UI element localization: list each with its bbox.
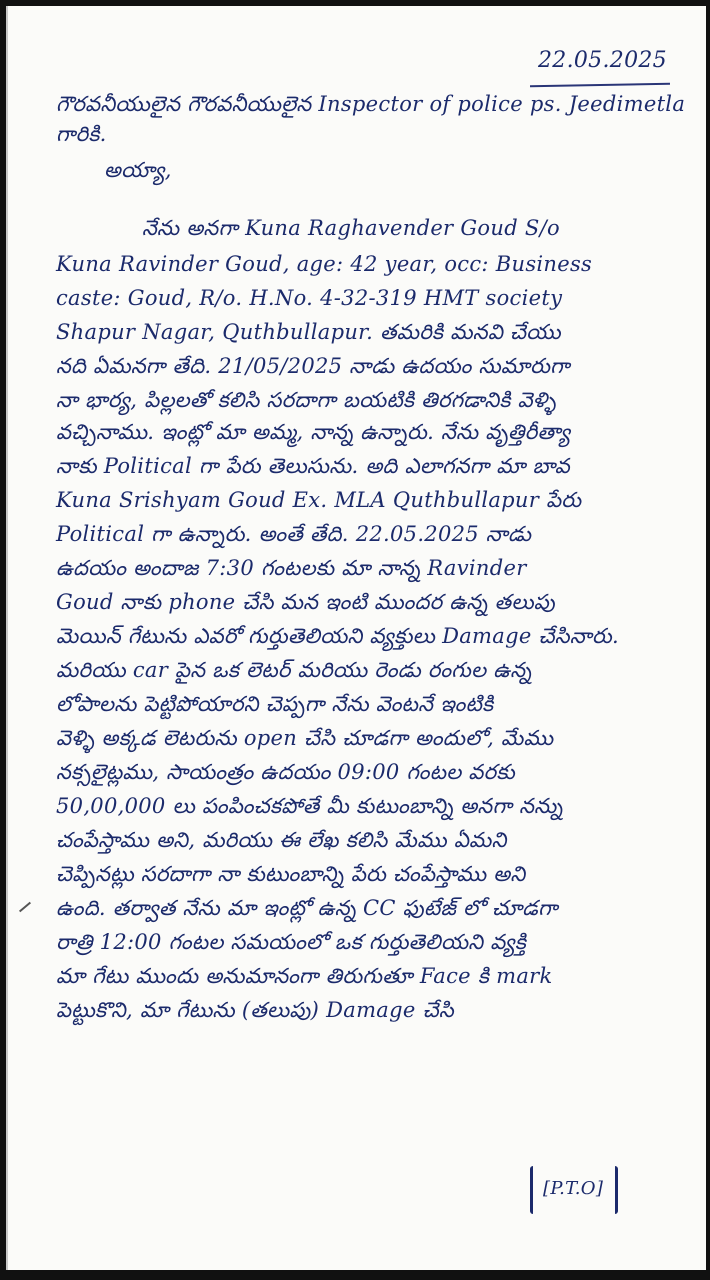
letter-page — [6, 6, 706, 1270]
body-line: ఉదయం అందాజ 7:30 గంటలకు మా నాన్న Ravinder — [56, 556, 527, 580]
body-line: రాత్రి 12:00 గంటల సమయంలో ఒక గుర్తుతెలియని వ్యక్తి — [56, 930, 527, 954]
body-line: Political గా ఉన్నారు. అంతే తేది. 22.05.2025 నాడు — [56, 522, 532, 546]
body-line: Kuna Ravinder Goud, age: 42 year, occ: Business — [56, 252, 593, 276]
body-line: Shapur Nagar, Quthbullapur. తమరికి మనవి చేయు — [56, 320, 561, 344]
greeting: అయ్యా, — [104, 158, 172, 182]
body-line: ఉంది. తర్వాత నేను మా ఇంట్లో ఉన్న CC ఫుటేజ్ లో చూడగా — [56, 896, 558, 920]
pto-note: [P.T.O] — [543, 1178, 604, 1199]
body-line: వెళ్ళి అక్కడ లెటరును open చేసి చూడగా అందులో, మేము — [56, 726, 554, 750]
body-line: Goud నాకు phone చేసి మన ఇంటి ముందర ఉన్న తలుపు — [56, 590, 556, 614]
body-line: నక్సలైట్లము, సాయంత్రం ఉదయం 09:00 గంటల వరకు — [56, 760, 515, 784]
body-line: వచ్చినాము. ఇంట్లో మా అమ్మ, నాన్న ఉన్నారు. నేను వృత్తిరీత్యా — [56, 420, 571, 444]
body-line: చెప్పినట్లు సరదాగా నా కుటుంబాన్ని పేరు చంపేస్తాము అని — [56, 862, 526, 886]
body-line: లోపాలను పెట్టిపోయారని చెప్పగా నేను వెంటనే ఇంటికి — [56, 692, 494, 716]
body-line: మెయిన్ గేటును ఎవరో గుర్తుతెలియని వ్యక్తులు Damage చేసినారు. — [56, 624, 619, 648]
letter-date: 22.05.2025 — [538, 48, 667, 73]
salutation-line: గౌరవనీయులైన గౌరవనీయులైన Inspector of police ps. Jeedimetla — [56, 92, 686, 116]
body-line: 50,00,000 లు పంపించకపోతే మీ కుటుంబాన్ని అనగా నన్ను — [56, 794, 563, 818]
body-line: నాకు Political గా పేరు తెలుసును. అది ఎలాగనగా మా బావ — [56, 454, 570, 478]
stray-pen-mark — [19, 902, 31, 913]
body-line: పెట్టుకొని, మా గేటును (తలుపు) Damage చేసి — [56, 998, 454, 1022]
body-line: నేను అనగా Kuna Raghavender Goud S/o — [142, 216, 560, 240]
body-line: మరియు car పైన ఒక లెటర్ మరియు రెండు రంగుల ఉన్న — [56, 658, 532, 682]
body-line: caste: Goud, R/o. H.No. 4-32-319 HMT society — [56, 286, 563, 310]
pto-bracket — [530, 1166, 618, 1214]
body-line: నా భార్య, పిల్లలతో కలిసి సరదాగా బయటికి తిరగడానికి వెళ్ళి — [56, 388, 557, 412]
body-line: చంపేస్తాము అని, మరియు ఈ లేఖ కలిసి మేము ఏమని — [56, 828, 507, 852]
addressee-suffix: గారికి. — [56, 122, 107, 146]
body-line: Kuna Srishyam Goud Ex. MLA Quthbullapur పేరు — [56, 488, 582, 512]
body-line: నది ఏమనగా తేది. 21/05/2025 నాడు ఉదయం సుమారుగా — [56, 354, 570, 378]
date-underline — [530, 83, 670, 87]
body-line: మా గేటు ముందు అనుమానంగా తిరుగుతూ Face కి mark — [56, 964, 553, 988]
